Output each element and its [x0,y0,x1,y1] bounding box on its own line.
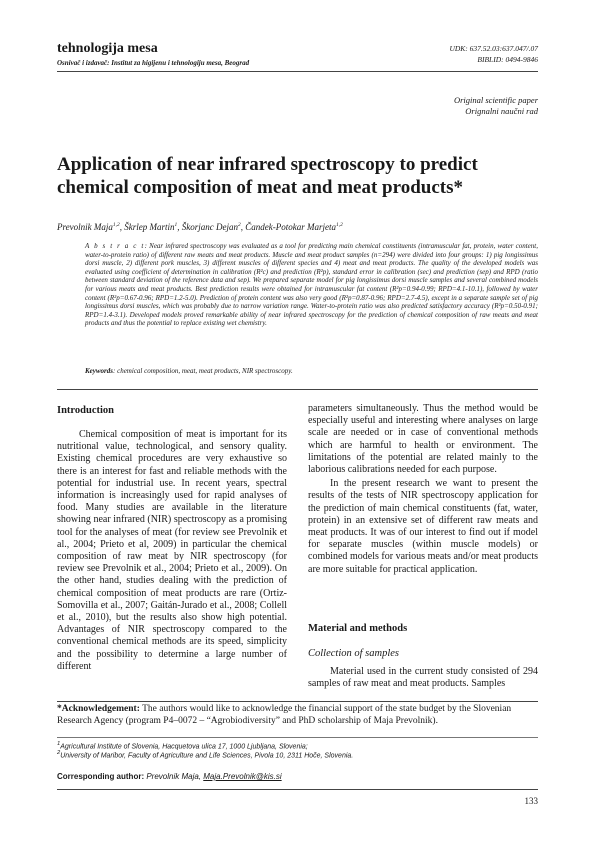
keywords-text: chemical composition, meat, meat products, NIR spectroscopy. [117,367,293,375]
affiliation-rule [57,737,538,738]
acknowledgement [57,704,538,727]
abstract-rule [57,389,538,390]
introduction-paragraph: Chemical composition of meat is important for its nutritional value, technological, and sensory quality. Existing chemical procedures are very exhaustive so there is an interest for fast and reliable methods with the potential for industrial use. In recent years, spectral information is increasingly used for rapid analyses of food. Many studies are available in the literature showing near infrared (NIR) spectroscopy as a promising tool for the analyses of meat (for review see Prevolnik et al., 2004; Prieto et al, 2009) in particular the chemical composition of raw meat by NIR spectroscopy (for review see Prevolnik et al., 2004; Prieto et al., 2009). On the other hand, studies dealing with the prediction of chemical composition of meat products are rare (Ortiz-Somovilla et al., 2007; Gaitán-Jurado et al., 2008; Collell et al., 2010), but the results also show high potential. Advantages of NIR spectroscopy compared to the conventional chemical methods are its speed, simplicity and the possibility to determine a large number of different [57,429,287,672]
corresponding-label: Corresponding author: [57,772,145,781]
biblid-code: BIBLID: 0494-9846 [477,55,538,64]
paper-type-sr: Orignalni naučni rad [465,106,538,116]
author-affiliation-mark: 2 [238,222,241,228]
collection-subheading: Collection of samples [308,648,399,659]
bottom-rule [57,789,538,790]
author-name: Čandek-Potokar Marjeta [245,222,337,232]
page-number: 133 [524,796,538,806]
methods-paragraph: Material used in the current study consisted of 294 samples of raw meat and meat products. Samples [308,666,538,690]
affiliation [57,741,538,750]
abstract-label: A b s t r a c t [85,242,145,250]
corresponding-author [57,772,538,781]
author-name: Škrlep Martin [124,222,175,232]
author-name: Prevolnik Maja [57,222,113,232]
affiliation-text: Agricultural Institute of Slovenia, Hacquetova ulica 17, 1000 Ljubljana, Slovenia; [60,743,308,751]
introduction-column-right [308,403,538,576]
methods-column [308,666,538,690]
paper-title: Application of near infrared spectroscopy to predict chemical composition of meat and meat products* [57,154,478,198]
corresponding-name: Prevolnik Maja, [146,772,202,781]
footnote-rule [57,701,538,702]
abstract: A b s t r a c t: Near infrared spectroscopy was evaluated as a tool for predicting main chemical constituents (intramuscular fat, protein, water content, water-to-protein ratio) of different raw meats and meat products. Muscle and meat product samples (n=294) were divided into four groups: 1) pig longissimus dorsi muscle, 2) different pork muscles, 3) different muscles of different species and 4) meat and meat products. The quality of the developed models was evaluated using coefficient of determination in calibration (R²c) and prediction (R²p), standard error in calibration (sec) and prediction (sep) and RPD (ratio between standard deviation of the reference data and sep). We prepared separate model for pig longissimus dorsi muscle samples and several combined models for various meats and meat products. Best prediction results were obtained for intramuscular fat content (R²p=0.94-0.99; RPD=4.1-10.1), followed by water content (R²p=0.67-0.96; RPD=1.2-5.0). Prediction of protein content was also very good (R²p=0.87-0.96; RPD=2.7-4.5), except in a separate sample set of pig longissimus dorsi muscles, which was probably due to narrow variation range. Water-to-protein ratio was also predicted satisfactory accuracy (R²p=0.50-0.91; RPD=1.4-3.1). Developed models proved remarkable ability of near infrared spectroscopy for the prediction of chemical composition of raw meats and meat products and thus the potential to replace existing wet chemistry. [85,242,538,328]
keywords-label: Keywords [85,367,113,375]
author-affiliation-mark: 1,2 [336,222,343,228]
udk-code: UDK: 637.52.03:637.047/.07 [449,44,538,53]
publisher-line: Osnivač i izdavač: Institut za higijenu i tehnologiju mesa, Beograd [57,59,250,67]
journal-name: tehnologija mesa [57,41,158,56]
introduction-paragraph-continued: parameters simultaneously. Thus the method would be especially useful and interesting where analyses on large scale are needed or in case of conventional methods which are harmful to health or environment. The limitations of the potential are related mainly to the laborious calibrations needed for each purpose. [308,403,538,476]
paper-type-en: Original scientific paper [453,95,538,105]
acknowledgement-text: The authors would like to acknowledge the financial support of the state budget by the Slovenian Research Agency (program P4–0072 – “Agrobiodiversity” and PhD scholarship of Maja Prevolnik). [57,704,512,726]
introduction-heading: Introduction [57,405,114,416]
author-affiliation-mark: 1,2 [112,222,120,228]
abstract-text: Near infrared spectroscopy was evaluated as a tool for predicting main chemical constituents (intramuscular fat, protein, water content, water-to-protein ratio) of different raw meats and meat products. Muscle and meat product samples (n=294) were divided into four groups: 1) pig longissimus dorsi muscle, 2) different pork muscles, 3) different muscles of different species and 4) meat and meat products. The quality of the developed models was evaluated using coefficient of determination in calibration (R²c) and prediction (R²p), standard error in calibration (sec) and prediction (sep) and RPD (ratio between standard deviation of the reference data and sep). We prepared separate model for pig longissimus dorsi muscle samples and several combined models for various meats and meat products. Best prediction results were obtained for intramuscular fat content (R²p=0.94-0.99; RPD=4.1-10.1), followed by water content (R²p=0.67-0.96; RPD=1.2-5.0). Prediction of protein content was also very good (R²p=0.87-0.96; RPD=2.7-4.5), except in a separate sample set of pig longissimus dorsi muscles, which was probably due to narrow variation range. Water-to-protein ratio was also predicted satisfactory accuracy (R²p=0.50-0.91; RPD=1.4-3.1). Developed models proved remarkable ability of near infrared spectroscopy for the prediction of chemical composition of raw meats and meat products and thus the potential to replace existing wet chemistry. [85,242,538,328]
author-list: Prevolnik Maja$^{1,2}$, Škrlep Martin$^1$, Škorjanc Dejan$^2$, Čandek-Potokar Marjeta$^{1,2}$ [57,222,343,232]
keywords: Keywords: chemical composition, meat, meat products, NIR spectroscopy. [85,367,293,375]
affiliation-mark: 1 [57,741,61,747]
corresponding-email-link[interactable]: Maja.Prevolnik@kis.si [203,772,282,781]
author-name: Škorjanc Dejan [181,222,239,232]
affiliation-text: University of Maribor, Faculty of Agriculture and Life Sciences, Pivola 10, 2311 Hoče, Slovenia. [60,752,354,760]
affiliation-mark: 2 [57,750,61,756]
methods-heading: Material and methods [308,623,408,634]
author-affiliation-mark: 1 [174,222,178,228]
affiliation [57,750,538,759]
header-rule [57,71,538,72]
introduction-column-left [57,429,287,673]
introduction-paragraph-2: In the present research we want to present the results of the tests of NIR spectroscopy application for the prediction of main chemical constituents (fat, water, protein) in an extensive set of different raw meats and meat products. It was of our interest to find out if model for separate muscles (within muscle models) or combined models for various meats and/or meat products are more suitable for practical application. [308,478,538,575]
acknowledgement-label: *Acknowledgement: [57,704,140,714]
